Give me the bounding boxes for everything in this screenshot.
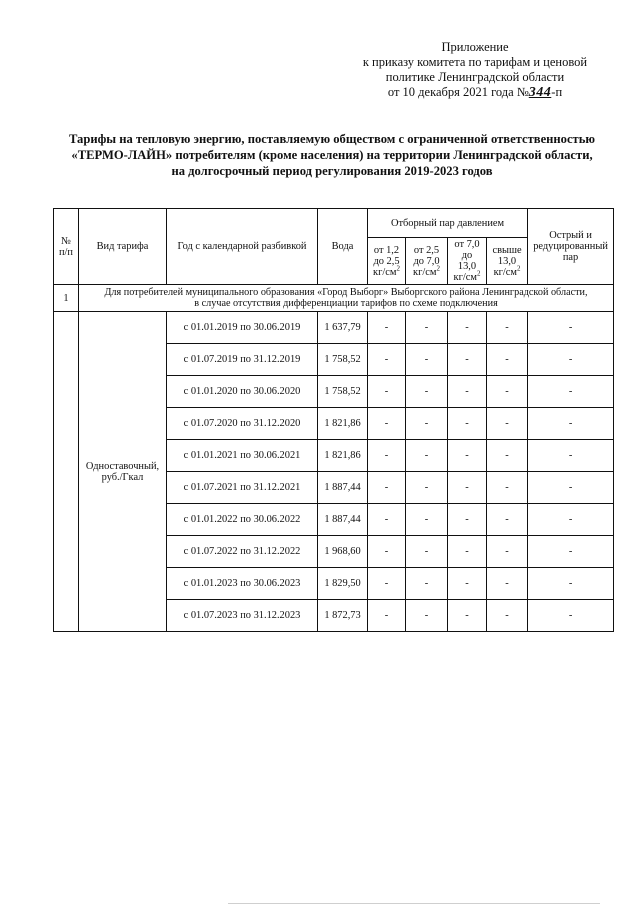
- steam-3-cell: -: [448, 408, 487, 440]
- steam-1-cell: -: [368, 536, 406, 568]
- period-cell: с 01.07.2021 по 31.12.2021: [167, 472, 318, 504]
- steam-4-cell: -: [487, 344, 528, 376]
- section-description: Для потребителей муниципального образования «Город Выборг» Выборгского района Ленинградской области, в случае отсутствия дифференциации тарифов по схеме подключения: [79, 285, 614, 312]
- title-line-2: «ТЕРМО-ЛАЙН» потребителям (кроме населения) на территории Ленинградской области,: [71, 148, 593, 162]
- steam-2-cell: -: [406, 600, 448, 632]
- title-line-1: Тарифы на тепловую энергию, поставляемую обществом с ограниченной ответственностью: [68, 132, 596, 146]
- steam-2-cell: -: [406, 440, 448, 472]
- period-cell: с 01.01.2022 по 30.06.2022: [167, 504, 318, 536]
- header-steam-1: от 1,2 до 2,5 $кг/см^2$: [368, 238, 406, 285]
- steam-1-cell: -: [368, 312, 406, 344]
- section-number: 1: [54, 285, 79, 312]
- period-cell: с 01.07.2019 по 31.12.2019: [167, 344, 318, 376]
- steam-3-cell: -: [448, 504, 487, 536]
- water-tariff-cell: 1 758,52: [318, 344, 368, 376]
- appendix-committee-line: политике Ленинградской области: [385, 70, 565, 84]
- period-cell: с 01.01.2021 по 30.06.2021: [167, 440, 318, 472]
- steam-4-cell: -: [487, 472, 528, 504]
- header-steam-2: от 2,5 до 7,0 $кг/см^2$: [406, 238, 448, 285]
- steam-2-cell: -: [406, 312, 448, 344]
- section-row: [54, 285, 614, 312]
- header-tariff-kind: Вид тарифа: [79, 209, 167, 285]
- water-tariff-cell: 1 758,52: [318, 376, 368, 408]
- sharp-steam-cell: -: [528, 312, 614, 344]
- sharp-steam-cell: -: [528, 536, 614, 568]
- scan-edge-line: [228, 903, 600, 904]
- steam-1-cell: -: [368, 440, 406, 472]
- steam-4-cell: -: [487, 536, 528, 568]
- title-line-3: на долгосрочный период регулирования 2019-2023 годов: [171, 164, 493, 178]
- header-steam-group: Отборный пар давлением: [368, 209, 528, 238]
- steam-4-cell: -: [487, 312, 528, 344]
- header-year-breakdown: Год с календарной разбивкой: [167, 209, 318, 285]
- sharp-steam-cell: -: [528, 440, 614, 472]
- water-tariff-cell: 1 821,86: [318, 408, 368, 440]
- period-cell: с 01.01.2019 по 30.06.2019: [167, 312, 318, 344]
- appendix-date: от 10 декабря 2021 года №: [387, 85, 529, 99]
- row-group-number-cell: [54, 312, 79, 632]
- sharp-steam-cell: -: [528, 504, 614, 536]
- steam-1-cell: -: [368, 600, 406, 632]
- water-tariff-cell: 1 829,50: [318, 568, 368, 600]
- steam-3-cell: -: [448, 376, 487, 408]
- header-steam-4: свыше 13,0 $кг/см^2$: [487, 238, 528, 285]
- steam-1-cell: -: [368, 504, 406, 536]
- steam-3-cell: -: [448, 472, 487, 504]
- tariff-table: [53, 208, 614, 632]
- order-number: 344: [528, 85, 552, 100]
- steam-3-cell: -: [448, 344, 487, 376]
- sharp-steam-cell: -: [528, 600, 614, 632]
- steam-2-cell: -: [406, 504, 448, 536]
- period-cell: с 01.07.2020 по 31.12.2020: [167, 408, 318, 440]
- steam-2-cell: -: [406, 344, 448, 376]
- steam-4-cell: -: [487, 408, 528, 440]
- water-tariff-cell: 1 887,44: [318, 504, 368, 536]
- appendix-block: [340, 40, 610, 100]
- appendix-order-line: к приказу комитета по тарифам и ценовой: [362, 55, 588, 69]
- appendix-title: Приложение: [441, 40, 509, 54]
- steam-1-cell: -: [368, 472, 406, 504]
- sharp-steam-cell: -: [528, 344, 614, 376]
- water-tariff-cell: 1 887,44: [318, 472, 368, 504]
- period-cell: с 01.07.2022 по 31.12.2022: [167, 536, 318, 568]
- period-cell: с 01.07.2023 по 31.12.2023: [167, 600, 318, 632]
- water-tariff-cell: 1 968,60: [318, 536, 368, 568]
- period-cell: с 01.01.2023 по 30.06.2023: [167, 568, 318, 600]
- sharp-steam-cell: -: [528, 376, 614, 408]
- steam-3-cell: -: [448, 536, 487, 568]
- steam-3-cell: -: [448, 440, 487, 472]
- sharp-steam-cell: -: [528, 408, 614, 440]
- sharp-steam-cell: -: [528, 472, 614, 504]
- tariff-kind-cell: Одноставочный, руб./Гкал: [79, 312, 167, 632]
- table-row: [54, 312, 614, 344]
- header-water: Вода: [318, 209, 368, 285]
- steam-1-cell: -: [368, 376, 406, 408]
- water-tariff-cell: 1 637,79: [318, 312, 368, 344]
- steam-3-cell: -: [448, 600, 487, 632]
- sharp-steam-cell: -: [528, 568, 614, 600]
- steam-2-cell: -: [406, 536, 448, 568]
- steam-2-cell: -: [406, 376, 448, 408]
- steam-2-cell: -: [406, 408, 448, 440]
- steam-1-cell: -: [368, 344, 406, 376]
- steam-2-cell: -: [406, 472, 448, 504]
- steam-4-cell: -: [487, 440, 528, 472]
- steam-3-cell: -: [448, 312, 487, 344]
- header-steam-3: от 7,0 до 13,0 $кг/см^2$: [448, 238, 487, 285]
- steam-3-cell: -: [448, 568, 487, 600]
- appendix-date-line: [340, 85, 610, 100]
- steam-1-cell: -: [368, 568, 406, 600]
- header-sharp-steam: Острый и редуцированный пар: [528, 209, 614, 285]
- period-cell: с 01.01.2020 по 30.06.2020: [167, 376, 318, 408]
- steam-4-cell: -: [487, 376, 528, 408]
- steam-1-cell: -: [368, 408, 406, 440]
- water-tariff-cell: 1 872,73: [318, 600, 368, 632]
- header-number: № п/п: [54, 209, 79, 285]
- steam-2-cell: -: [406, 568, 448, 600]
- water-tariff-cell: 1 821,86: [318, 440, 368, 472]
- steam-4-cell: -: [487, 568, 528, 600]
- document-title: [40, 131, 624, 179]
- steam-4-cell: -: [487, 600, 528, 632]
- order-suffix: -п: [551, 85, 563, 99]
- steam-4-cell: -: [487, 504, 528, 536]
